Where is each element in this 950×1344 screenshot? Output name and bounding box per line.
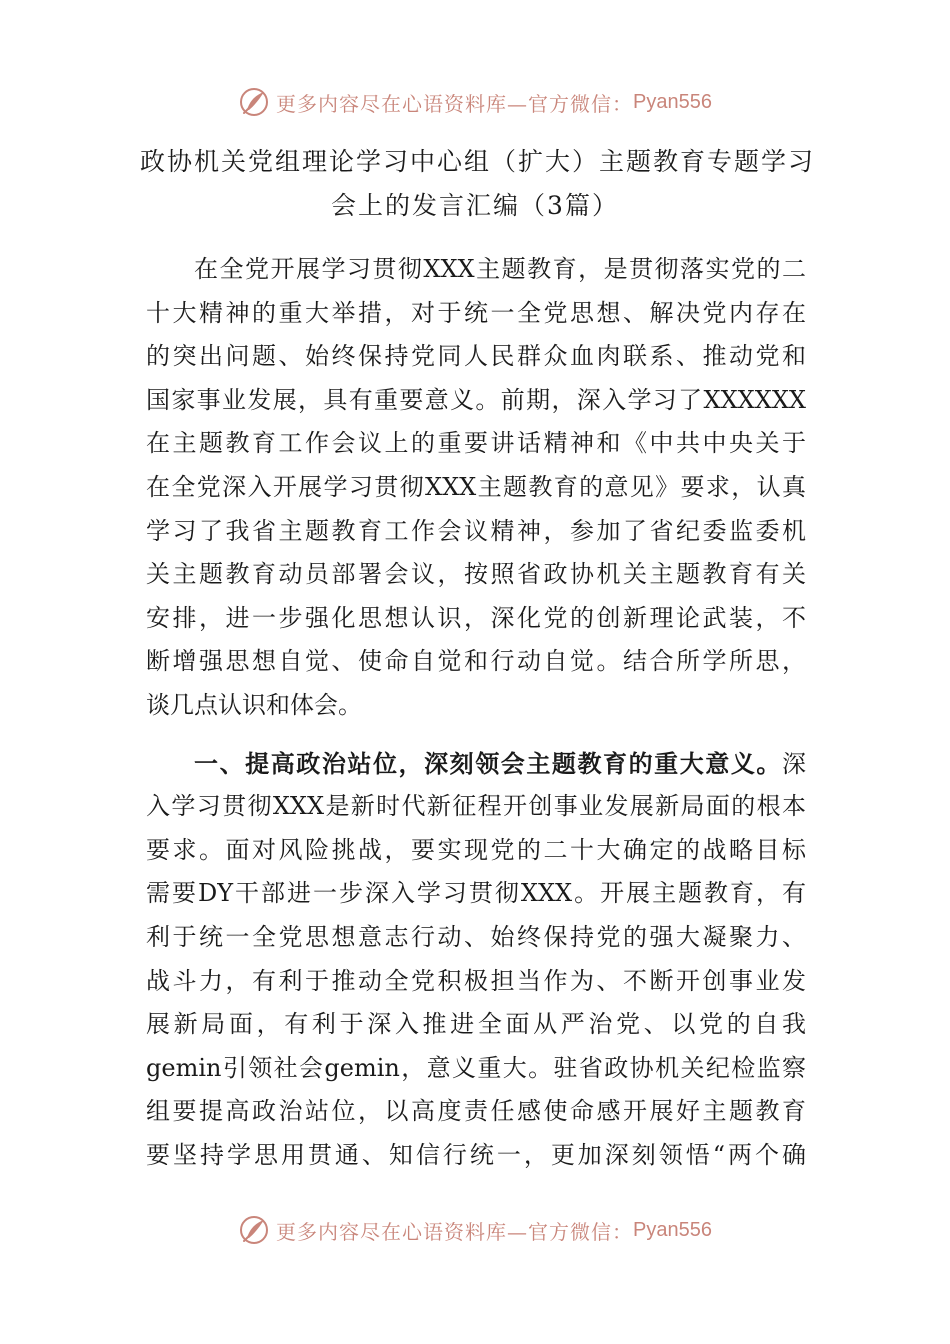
document-body (146, 248, 806, 1177)
watermark-banner-top (0, 82, 950, 122)
paragraph-line: 国家事业发展，具有重要意义。前期，深入学习了XXXXXX (146, 385, 806, 414)
watermark-text: 更多内容尽在心语资料库—官方微信： (276, 91, 634, 116)
paragraph-line: 需要DY干部进一步深入学习贯彻XXX。开展主题教育，有 (146, 879, 806, 908)
title-line-1: 政协机关党组理论学习中心组（扩大）主题教育专题学习 (140, 147, 816, 176)
title-line-2: 会上的发言汇编（3篇） (331, 191, 619, 220)
paragraph-line: 谈几点认识和体会。 (146, 690, 362, 719)
paragraph-line: 的突出问题、始终保持党同人民群众血肉联系、推动党和 (146, 342, 806, 371)
paragraph-line: 学习了我省主题教育工作会议精神，参加了省纪委监委机 (146, 516, 806, 545)
paragraph-line: 在主题教育工作会议上的重要讲话精神和《中共中央关于 (146, 429, 806, 458)
paragraph-line: 关主题教育动员部署会议，按照省政协机关主题教育有关 (146, 560, 806, 589)
paragraph-line: 在全党深入开展学习贯彻XXX主题教育的意见》要求，认真 (146, 472, 806, 501)
paragraph-line: 十大精神的重大举措，对于统一全党思想、解决党内存在 (146, 298, 806, 327)
section-1-paragraph (146, 742, 806, 1178)
paragraph-line: 组要提高政治站位，以高度责任感使命感开展好主题教育 (146, 1097, 806, 1126)
paragraph-line: 入学习贯彻XXX是新时代新征程开创事业发展新局面的根本 (146, 792, 806, 821)
watermark-text: 更多内容尽在心语资料库—官方微信： (276, 1219, 634, 1244)
paragraph-line: 在全党开展学习贯彻XXX主题教育，是贯彻落实党的二 (194, 255, 806, 283)
paragraph-line: 展新局面，有利于深入推进全面从严治党、以党的自我 (146, 1010, 806, 1039)
document-title (140, 140, 816, 228)
feather-logo-icon (238, 1214, 270, 1246)
feather-logo-icon (238, 86, 270, 118)
watermark-contact: Pyan556 (633, 90, 712, 113)
section-1-first-line (146, 742, 806, 786)
section-1-heading-tail: 深 (782, 749, 806, 778)
paragraph-line: 战斗力，有利于推动全党积极担当作为、不断开创事业发 (146, 966, 806, 995)
paragraph-line: 利于统一全党思想意志行动、始终保持党的强大凝聚力、 (146, 922, 806, 951)
section-1-heading: 一、提高政治站位，深刻领会主题教育的重大意义。 (194, 748, 782, 778)
paragraph-line: 要坚持学思用贯通、知信行统一，更加深刻领悟“两个确 (146, 1140, 806, 1169)
paragraph-line: 要求。面对风险挑战，要实现党的二十大确定的战略目标 (146, 835, 806, 864)
paragraph-line: 安排，进一步强化思想认识，深化党的创新理论武装，不 (146, 603, 806, 632)
intro-paragraph (146, 248, 806, 728)
watermark-contact: Pyan556 (633, 1218, 712, 1241)
watermark-banner-bottom (0, 1210, 950, 1250)
paragraph-line: gemin引领社会gemin，意义重大。驻省政协机关纪检监察 (146, 1053, 806, 1082)
paragraph-line: 断增强思想自觉、使命自觉和行动自觉。结合所学所思， (146, 647, 806, 676)
